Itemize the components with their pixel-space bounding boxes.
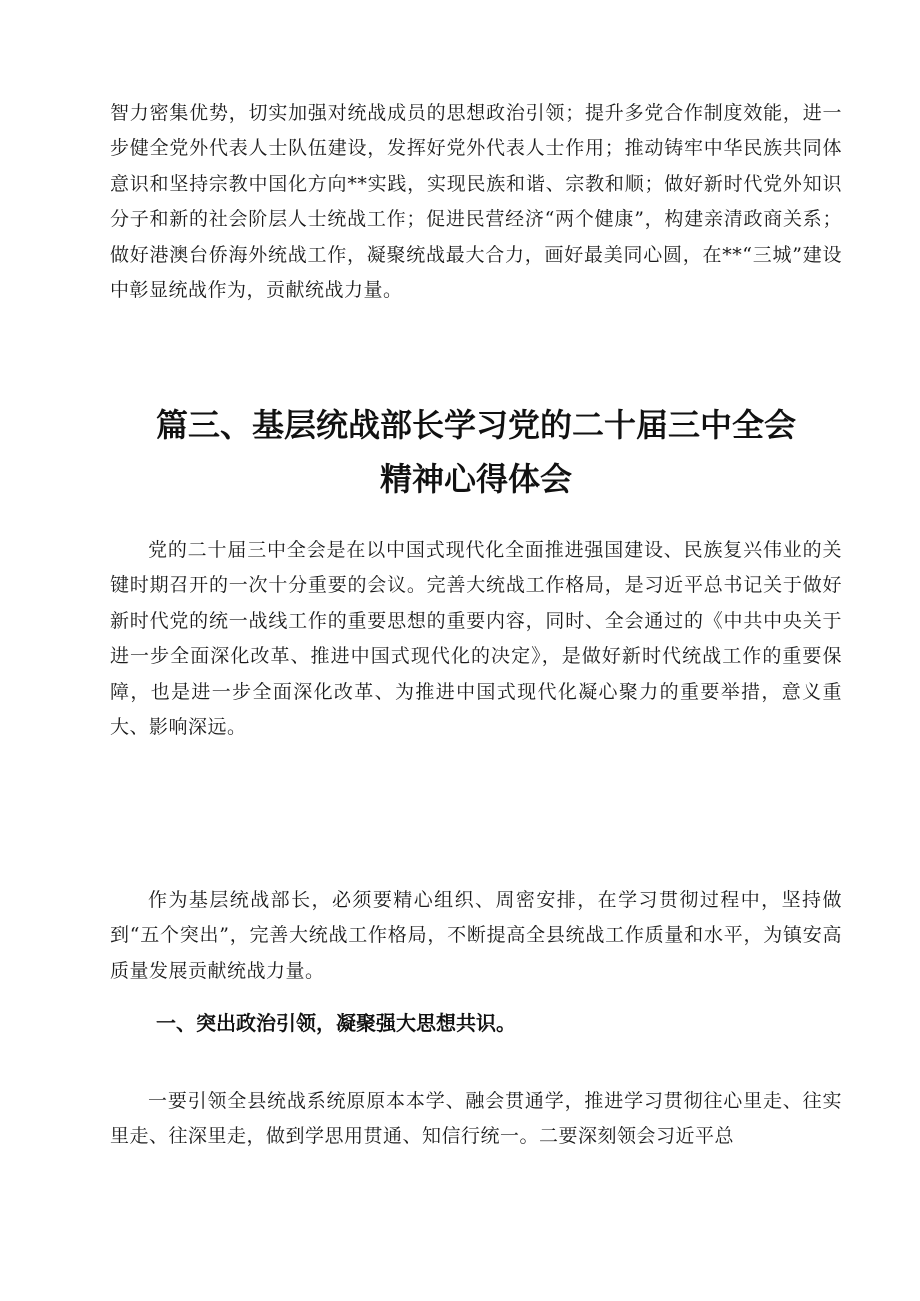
paragraph-five-priorities: 作为基层统战部长，必须要精心组织、周密安排，在学习贯彻过程中，坚持做到“五个突出”，完善大统战工作格局，不断提高全县统战工作质量和水平，为镇安高质量发展贡献统战力量。 [110, 889, 842, 982]
paragraph-plenum-overview: 党的二十届三中全会是在以中国式现代化全面推进强国建设、民族复兴伟业的关键时期召开的一次十分重要的会议。完善大统战工作格局，是习近平总书记关于做好新时代党的统一战线工作的重要思想的重要内容，同时、全会通过的《中共中央关于进一步全面深化改革、推进中国式现代化的决定》，是做好新时代统战工作的重要保障，也是进一步全面深化改革、为推进中国式现代化凝心聚力的重要举措，意义重大、影响深远。 [110, 539, 842, 739]
section-title-line-2: 精神心得体会 [379, 460, 572, 498]
paragraph-study-guidance: 一要引领全县统战系统原原本本学、融会贯通学，推进学习贯彻往心里走、往实里走、往深里走，做到学思用贯通、知信行统一。二要深刻领会习近平总 [110, 1090, 842, 1148]
subheading-political-leadership: 一、突出政治引领，凝聚强大思想共识。 [156, 1011, 516, 1035]
paragraph-intro-continuation: 智力密集优势，切实加强对统战成员的思想政治引领；提升多党合作制度效能，进一步健全党外代表人士队伍建设，发挥好党外代表人士作用；推动铸牢中华民族共同体意识和坚持宗教中国化方向**实践，实现民族和谐、宗教和顺；做好新时代党外知识分子和新的社会阶层人士统战工作；促进民营经济“两个健康”，构建亲清政商关系；做好港澳台侨海外统战工作，凝聚统战最大合力，画好最美同心圆，在**“三城”建设中彰显统战作为，贡献统战力量。 [110, 102, 842, 302]
section-title [110, 398, 842, 506]
section-title-line-1: 篇三、基层统战部长学习党的二十届三中全会 [155, 406, 796, 444]
